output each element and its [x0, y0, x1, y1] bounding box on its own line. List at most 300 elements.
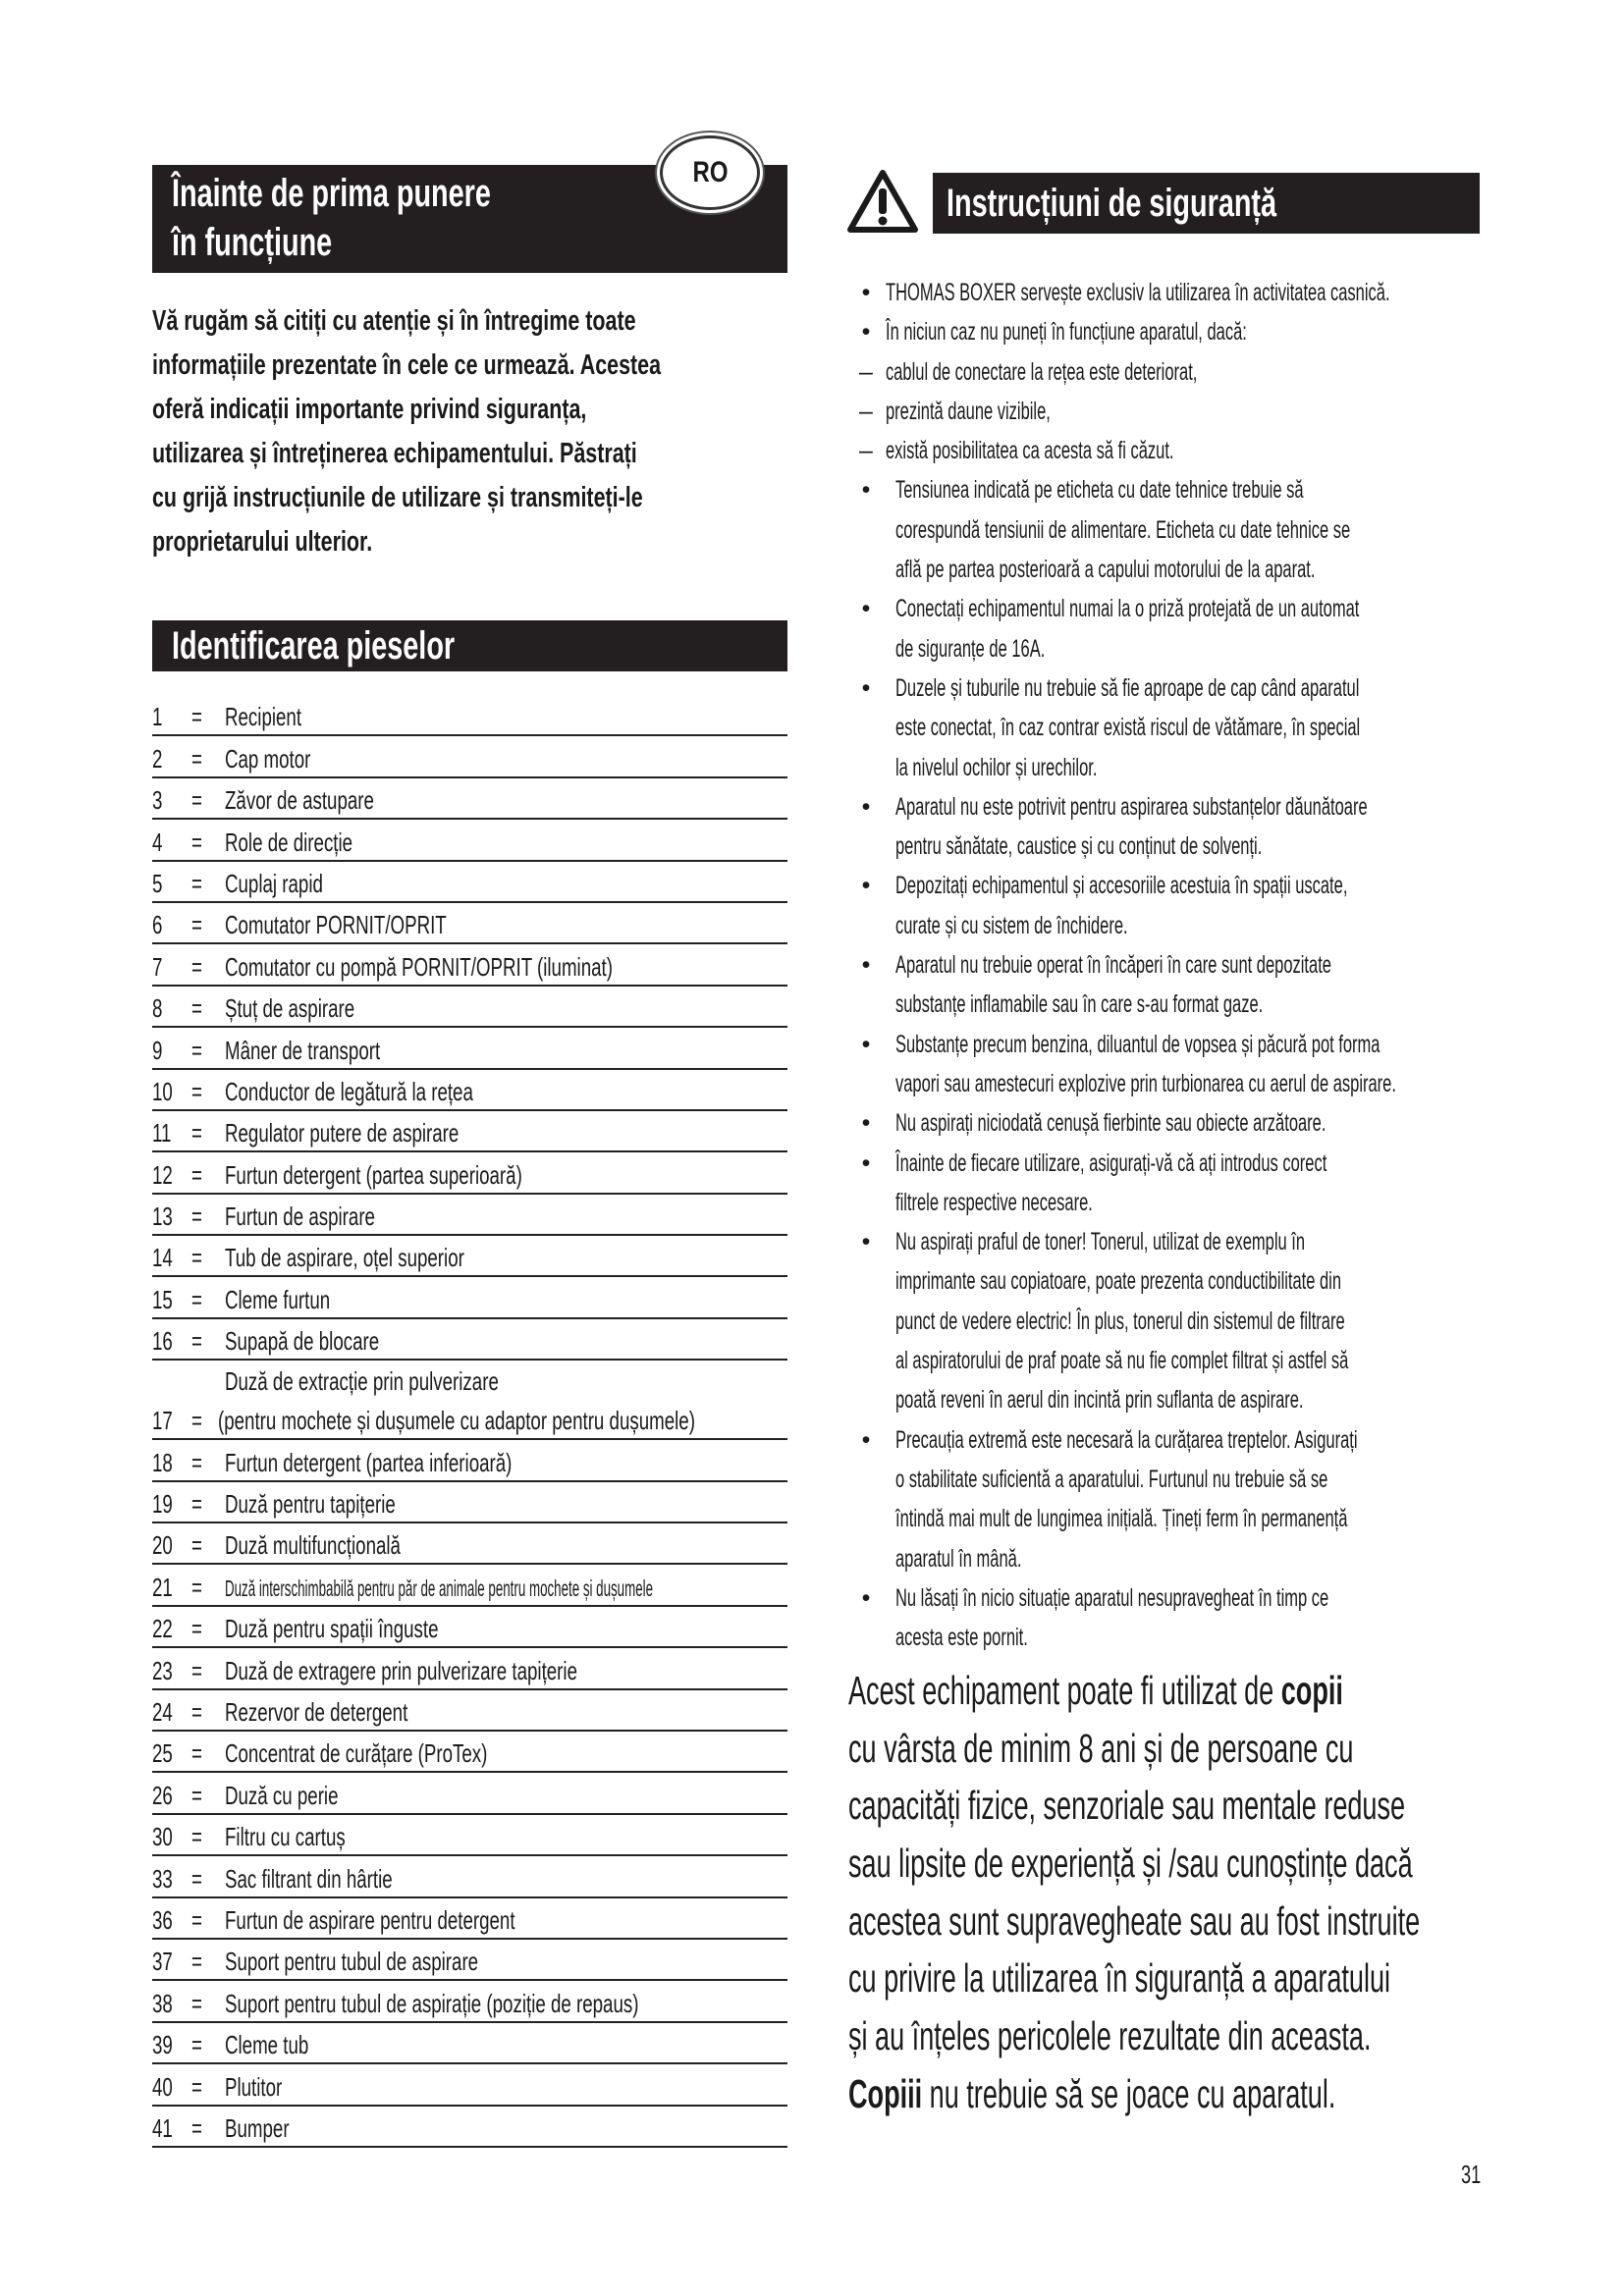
safety-text — [895, 827, 1451, 866]
equals-text: = — [191, 1326, 202, 1357]
safety-text-line: imprimante sau copiatoare, poate prezenta conductibilitate din — [895, 1267, 1342, 1296]
safety-text — [895, 1420, 1596, 1460]
equals-sign — [191, 1118, 206, 1148]
part-name-text: Concentrat de curățare (ProTex) — [225, 1738, 488, 1769]
safety-text-line: o stabilitate suficientă a aparatului. Furtunul nu trebuie să se — [895, 1465, 1328, 1493]
intro-text: cu grijă instrucțiunile de utilizare și transmiteți-le — [152, 482, 643, 513]
part-row — [152, 1523, 787, 1565]
part-name — [225, 1285, 371, 1315]
notice-text: Acest echipament poate fi utilizat de — [848, 1668, 1281, 1713]
part-number-text: 22 — [152, 1614, 173, 1644]
equals-text: = — [191, 1988, 202, 2018]
safety-text-line: cablul de conectare la rețea este deteriorat, — [886, 357, 1198, 386]
safety-text — [895, 1578, 1551, 1618]
equals-text: = — [191, 1655, 202, 1685]
part-number — [152, 1160, 181, 1191]
safety-text — [895, 1144, 1549, 1183]
dash-icon: – — [859, 357, 873, 386]
equals-text: = — [191, 993, 202, 1024]
part-number-text: 18 — [152, 1447, 173, 1477]
part-number-text: 33 — [152, 1863, 173, 1894]
intro-line — [152, 476, 839, 520]
part-row — [152, 1195, 787, 1236]
part-name — [225, 2072, 304, 2103]
equals-sign — [191, 1738, 206, 1769]
safety-text — [895, 787, 1610, 827]
equals-sign — [191, 1160, 206, 1191]
safety-text — [895, 1103, 1547, 1143]
part-row — [152, 820, 787, 861]
part-number-text: 4 — [152, 827, 163, 857]
part-number — [152, 1947, 181, 1977]
safety-text-line: Nu lăsați în nicio situație aparatul nesupravegheat în timp ce — [895, 1583, 1329, 1612]
equals-text: = — [191, 868, 202, 898]
equals-sign — [191, 1077, 206, 1107]
equals-sign — [191, 785, 206, 816]
part-number — [152, 1822, 181, 1852]
part-number-text: 30 — [152, 1822, 173, 1852]
part-row — [152, 778, 787, 820]
part-name-text: (pentru mochete și dușumele cu adaptor pentru dușumele) — [218, 1406, 695, 1436]
part-name-text: Furtun de aspirare pentru detergent — [225, 1904, 515, 1935]
part-number-text: 26 — [152, 1780, 173, 1810]
part-name-text: Duză cu perie — [225, 1780, 339, 1810]
part-number — [152, 1905, 181, 1936]
part-number-text: 23 — [152, 1655, 173, 1685]
equals-text: = — [191, 2071, 202, 2102]
notice-line — [848, 1777, 1624, 1835]
safety-text-line: punct de vedere electric! În plus, tonerul din sistemul de filtrare — [895, 1307, 1345, 1335]
part-name-text: Comutator PORNIT/OPRIT — [225, 910, 447, 940]
notice-text: cu vârsta de minim 8 ani și de persoane cu — [848, 1725, 1354, 1771]
safety-text — [895, 1539, 1087, 1578]
part-number — [152, 1448, 181, 1478]
equals-text: = — [191, 1530, 202, 1561]
part-name-text: Tub de aspirare, oțel superior — [225, 1243, 464, 1273]
part-name — [225, 1905, 627, 1936]
safety-text — [895, 1064, 1624, 1103]
equals-text: = — [191, 2030, 202, 2060]
part-name — [225, 1530, 469, 1561]
part-number — [152, 702, 166, 732]
equals-text: = — [191, 1822, 202, 1852]
part-number-text: 40 — [152, 2071, 173, 2102]
safety-text — [895, 906, 1248, 945]
part-row — [152, 903, 787, 944]
children-notice — [848, 1662, 1624, 2123]
part-name — [225, 1118, 550, 1148]
bullet-icon: • — [861, 1148, 871, 1177]
bullet-icon: • — [861, 1425, 871, 1454]
intro-text: utilizarea și întreținerea echipamentului. Păstrați — [152, 438, 637, 469]
part-row — [152, 1690, 787, 1732]
part-number — [152, 1326, 181, 1357]
safety-text-line: curate și cu sistem de închidere. — [895, 911, 1128, 939]
part-name-text: Furtun de aspirare — [225, 1201, 375, 1232]
part-row — [152, 1607, 787, 1648]
equals-text: = — [191, 785, 202, 816]
part-name-continued — [218, 1406, 881, 1436]
intro-paragraph — [152, 299, 839, 564]
equals-sign — [191, 1656, 206, 1686]
part-number-text: 9 — [152, 1035, 163, 1065]
safety-text-line: de siguranțe de 16A. — [895, 634, 1046, 663]
part-number-text: 24 — [152, 1696, 173, 1727]
part-name — [225, 1160, 638, 1191]
header-title: Identificarea pieselor — [172, 624, 456, 667]
part-number-text: 13 — [152, 1201, 173, 1232]
safety-text — [895, 1499, 1581, 1538]
safety-text — [895, 1302, 1576, 1341]
intro-line — [152, 299, 839, 344]
part-number-text: 25 — [152, 1738, 173, 1769]
intro-line — [152, 432, 839, 476]
equals-sign — [191, 1201, 206, 1232]
equals-sign — [191, 1285, 206, 1315]
part-name — [225, 1573, 963, 1603]
bullet-icon: • — [861, 279, 871, 306]
part-number-text: 41 — [152, 2112, 173, 2143]
part-number — [152, 2113, 181, 2144]
part-name — [225, 1243, 558, 1273]
safety-text — [895, 748, 1201, 787]
part-name-text: Plutitor — [225, 2071, 283, 2102]
safety-text — [895, 1380, 1514, 1419]
part-name-text: Role de direcție — [225, 827, 353, 857]
part-name-text: Duză de extragere prin pulverizare tapițerie — [225, 1655, 577, 1685]
part-row — [152, 1940, 787, 1981]
part-name — [225, 828, 403, 858]
header-title: Instrucțiuni de siguranță — [947, 182, 1277, 225]
part-row — [152, 1152, 787, 1194]
part-row — [152, 1565, 787, 1606]
dash-icon: – — [859, 437, 873, 465]
part-row — [152, 1856, 787, 1897]
equals-sign — [191, 702, 206, 732]
equals-text: = — [191, 951, 202, 982]
part-number-text: 5 — [152, 868, 163, 898]
part-name — [225, 869, 361, 899]
part-number-text: 38 — [152, 1988, 173, 2018]
part-name — [225, 1036, 441, 1066]
safety-text — [895, 945, 1556, 985]
part-name-text: Suport pentru tubul de aspirație (poziție de repaus) — [225, 1988, 639, 2018]
safety-text — [895, 1261, 1571, 1301]
notice-emphasis: Copiii — [848, 2070, 923, 2116]
safety-text-line: aparatul în mână. — [895, 1544, 1022, 1573]
part-row — [152, 2064, 787, 2106]
part-number-text: 39 — [152, 2030, 173, 2060]
safety-text-line: prezintă daune vizibile, — [886, 397, 1051, 425]
safety-text — [895, 470, 1514, 509]
intro-line — [152, 344, 839, 388]
safety-text — [895, 1025, 1624, 1064]
equals-sign — [191, 910, 206, 940]
safety-text — [886, 273, 1624, 312]
part-number — [152, 952, 166, 983]
part-number — [152, 828, 166, 858]
notice-line — [848, 1835, 1624, 1893]
part-name — [225, 744, 344, 774]
bullet-icon: • — [861, 318, 871, 347]
safety-text — [886, 392, 1135, 431]
part-name-text: Cleme furtun — [225, 1284, 331, 1314]
part-number — [152, 1573, 181, 1603]
part-row — [152, 1815, 787, 1856]
part-number — [152, 2072, 181, 2103]
equals-text: = — [191, 1243, 202, 1273]
safety-text-line: Tensiunea indicată pe eticheta cu date tehnice trebuie să — [895, 476, 1304, 505]
part-row — [152, 862, 787, 903]
safety-text-line: află pe partea posterioară a capului motorului de la aparat. — [895, 556, 1316, 584]
safety-text-line: substanțe inflamabile sau în care s-au format gaze. — [895, 990, 1264, 1019]
equals-text: = — [191, 1614, 202, 1644]
part-row — [152, 1648, 787, 1689]
safety-text-line: Nu aspirați praful de toner! Tonerul, utilizat de exemplu în — [895, 1228, 1306, 1256]
notice-line — [848, 1893, 1624, 1950]
part-number-text: 20 — [152, 1530, 173, 1561]
equals-sign — [191, 1947, 206, 1977]
part-name-text: Supapă de blocare — [225, 1326, 380, 1357]
part-name-text: Furtun detergent (partea inferioară) — [225, 1447, 513, 1477]
part-name-text: Duză pentru spații înguste — [225, 1614, 439, 1644]
equals-text: = — [191, 1447, 202, 1477]
notice-text: cu privire la utilizarea în siguranță a aparatului — [848, 1955, 1391, 2002]
part-number — [152, 1864, 181, 1895]
safety-text-line: întindă mai mult de lungimea inițială. Țineți ferm în permanență — [895, 1505, 1348, 1533]
equals-text: = — [191, 1863, 202, 1894]
part-row — [152, 695, 787, 736]
bullet-icon: • — [861, 1109, 871, 1138]
equals-text: = — [191, 1076, 202, 1106]
part-name — [225, 910, 533, 940]
safety-text — [895, 510, 1585, 550]
equals-text: = — [191, 2112, 202, 2143]
equals-sign — [191, 1489, 206, 1520]
safety-text — [895, 589, 1598, 628]
safety-text — [895, 1618, 1096, 1657]
safety-text-line: Depozitați echipamentul și accesoriile acestuia în spații uscate, — [895, 872, 1348, 900]
part-number — [152, 1697, 181, 1728]
equals-sign — [191, 2030, 206, 2060]
equals-text: = — [191, 1780, 202, 1810]
safety-text-line: Substanțe precum benzina, diluantul de vopsea și păcură pot forma — [895, 1030, 1380, 1058]
intro-line — [152, 520, 839, 564]
safety-text — [895, 1222, 1516, 1261]
part-number — [152, 785, 166, 816]
part-name-text: Sac filtrant din hârtie — [225, 1863, 393, 1894]
part-number-text: 8 — [152, 993, 163, 1024]
equals-sign — [191, 993, 206, 1024]
part-number-text: 10 — [152, 1076, 173, 1106]
safety-text — [886, 312, 1433, 351]
safety-text — [895, 866, 1581, 905]
part-name — [225, 1448, 623, 1478]
equals-sign — [191, 1905, 206, 1936]
part-number-text: 1 — [152, 702, 163, 732]
part-name-text: Duză de extracție prin pulverizare — [225, 1366, 499, 1397]
part-number — [152, 1036, 166, 1066]
equals-sign — [191, 744, 206, 774]
part-number — [152, 1201, 181, 1232]
part-number — [152, 993, 166, 1024]
part-number — [152, 1489, 181, 1520]
notice-line — [848, 2007, 1624, 2065]
part-number — [152, 2030, 181, 2060]
part-name — [225, 2113, 314, 2144]
part-row — [152, 1898, 787, 1940]
equals-text: = — [191, 1118, 202, 1148]
equals-sign — [191, 1781, 206, 1811]
part-name-text: Suport pentru tubul de aspirare — [225, 1947, 479, 1977]
part-name-text: Ștuț de aspirare — [225, 993, 355, 1024]
part-number-text: 6 — [152, 910, 163, 940]
equals-text: = — [191, 702, 202, 732]
part-number — [152, 869, 166, 899]
safety-text-line: Conectați echipamentul numai la o priză protejată de un automat — [895, 595, 1360, 623]
dash-icon: – — [859, 397, 873, 425]
safety-text-line: există posibilitatea ca acesta să fi căzut. — [886, 437, 1174, 465]
bullet-icon: • — [861, 872, 871, 900]
part-name-text: Cuplaj rapid — [225, 868, 323, 898]
part-number — [152, 910, 166, 940]
part-number — [152, 1738, 181, 1769]
safety-text — [895, 550, 1532, 589]
part-row — [152, 1732, 787, 1773]
part-number — [152, 1077, 181, 1107]
part-name-text: Zăvor de astupare — [225, 785, 374, 816]
safety-text-line: pentru sănătate, caustice și cu conținut de solvenți. — [895, 832, 1263, 861]
safety-text-line: poată reveni în aerul din incintă prin suflanta de aspirare. — [895, 1386, 1304, 1415]
equals-text: = — [191, 910, 202, 940]
safety-text-line: corespundă tensiunii de alimentare. Eticheta cu date tehnice se — [895, 515, 1351, 544]
equals-sign — [191, 952, 206, 983]
part-name — [225, 1697, 479, 1728]
part-name — [225, 1326, 439, 1357]
intro-text: Vă rugăm să citiți cu atenție și în întregime toate — [152, 305, 636, 337]
part-row — [152, 1277, 787, 1318]
equals-sign — [191, 1573, 206, 1603]
part-number — [152, 1406, 181, 1436]
safety-text — [895, 629, 1122, 668]
part-name-text: Cleme tub — [225, 2030, 309, 2060]
equals-sign — [191, 2072, 206, 2103]
part-name — [225, 1656, 715, 1686]
part-number-text: 7 — [152, 951, 163, 982]
part-name — [225, 1822, 393, 1852]
safety-text — [895, 985, 1452, 1024]
safety-text-line: Aparatul nu este potrivit pentru aspirarea substanțelor dăunătoare — [895, 792, 1368, 821]
safety-text-line: vapori sau amestecuri explozive prin turbionarea cu aerul de aspirare. — [895, 1069, 1396, 1097]
bullet-icon: • — [861, 1228, 871, 1256]
equals-sign — [191, 1326, 206, 1357]
equals-sign — [191, 1864, 206, 1895]
part-row — [152, 1028, 787, 1069]
equals-text: = — [191, 1035, 202, 1065]
part-number-text: 37 — [152, 1947, 173, 1977]
safety-text-line: Precauția extremă este necesară la curățarea treptelor. Asigurați — [895, 1425, 1358, 1454]
part-name-text: Rezervor de detergent — [225, 1696, 408, 1727]
safety-text — [895, 1460, 1550, 1499]
part-name — [225, 1738, 589, 1769]
part-name-text: Cap motor — [225, 743, 311, 774]
part-row — [152, 2023, 787, 2064]
equals-sign — [191, 1530, 206, 1561]
header-title-line: în funcțiune — [172, 221, 333, 264]
safety-text — [895, 1183, 1194, 1222]
equals-text: = — [191, 1904, 202, 1935]
part-name — [225, 952, 764, 983]
part-row — [152, 1440, 787, 1481]
equals-sign — [191, 1448, 206, 1478]
notice-text: acestea sunt supravegheate sau au fost instruite — [848, 1897, 1421, 1944]
part-number-text: 3 — [152, 785, 163, 816]
part-row — [152, 1482, 787, 1523]
part-name — [225, 1989, 799, 2019]
safety-text — [895, 1341, 1582, 1380]
part-row — [152, 1773, 787, 1814]
part-number — [152, 1243, 181, 1273]
part-number-text: 2 — [152, 743, 163, 774]
equals-sign — [191, 828, 206, 858]
equals-text: = — [191, 1696, 202, 1727]
part-name-text: Comutator cu pompă PORNIT/OPRIT (iluminat) — [225, 951, 613, 982]
parts-list — [152, 695, 787, 2148]
notice-text: și au înțeles pericolele rezultate din aceasta. — [848, 2013, 1372, 2059]
bullet-icon: • — [861, 792, 871, 821]
equals-text: = — [191, 827, 202, 857]
equals-sign — [191, 1822, 206, 1852]
safety-text-line: Înainte de fiecare utilizare, asigurați-vă că ați introdus corect — [895, 1148, 1327, 1177]
notice-text: sau lipsite de experiență și /sau cunoștințe dacă — [848, 1841, 1413, 1887]
part-row — [152, 1236, 787, 1277]
equals-sign — [191, 1614, 206, 1644]
safety-text-line: la nivelul ochilor și urechilor. — [895, 753, 1098, 781]
intro-text: oferă indicații importante privind siguranța, — [152, 394, 587, 425]
equals-sign — [191, 1243, 206, 1273]
part-name — [225, 1366, 605, 1397]
equals-text: = — [191, 743, 202, 774]
part-row — [152, 1319, 787, 1361]
bullet-icon: • — [861, 595, 871, 623]
header-parts-identification — [152, 620, 787, 671]
part-number-text: 17 — [152, 1406, 173, 1436]
safety-text-line: acesta este pornit. — [895, 1624, 1028, 1652]
equals-text: = — [191, 1738, 202, 1769]
notice-line — [848, 1720, 1624, 1778]
part-name-text: Regulator putere de aspirare — [225, 1118, 460, 1148]
part-number — [152, 1285, 181, 1315]
part-name — [225, 702, 331, 732]
part-number-text: 15 — [152, 1284, 173, 1314]
part-name-text: Bumper — [225, 2112, 290, 2143]
equals-text: = — [191, 1947, 202, 1977]
safety-text-line: Aparatul nu trebuie operat în încăperi în care sunt depozitate — [895, 951, 1331, 980]
intro-text: informațiile prezentate în cele ce urmează. Acestea — [152, 349, 662, 381]
part-name — [225, 1201, 433, 1232]
equals-sign — [191, 1406, 206, 1436]
safety-text-line: THOMAS BOXER servește exclusiv la utilizarea în activitatea casnică. — [886, 279, 1390, 306]
safety-text — [895, 708, 1599, 747]
equals-text: = — [191, 1406, 202, 1436]
part-number — [152, 1530, 181, 1561]
part-name-text: Duză interschimbabilă pentru păr de animale pentru mochete și dușumele — [225, 1575, 654, 1601]
equals-sign — [191, 1697, 206, 1728]
part-name — [225, 1489, 461, 1520]
part-number — [152, 1614, 181, 1644]
part-name-text: Recipient — [225, 702, 302, 732]
bullet-icon: • — [861, 1583, 871, 1612]
